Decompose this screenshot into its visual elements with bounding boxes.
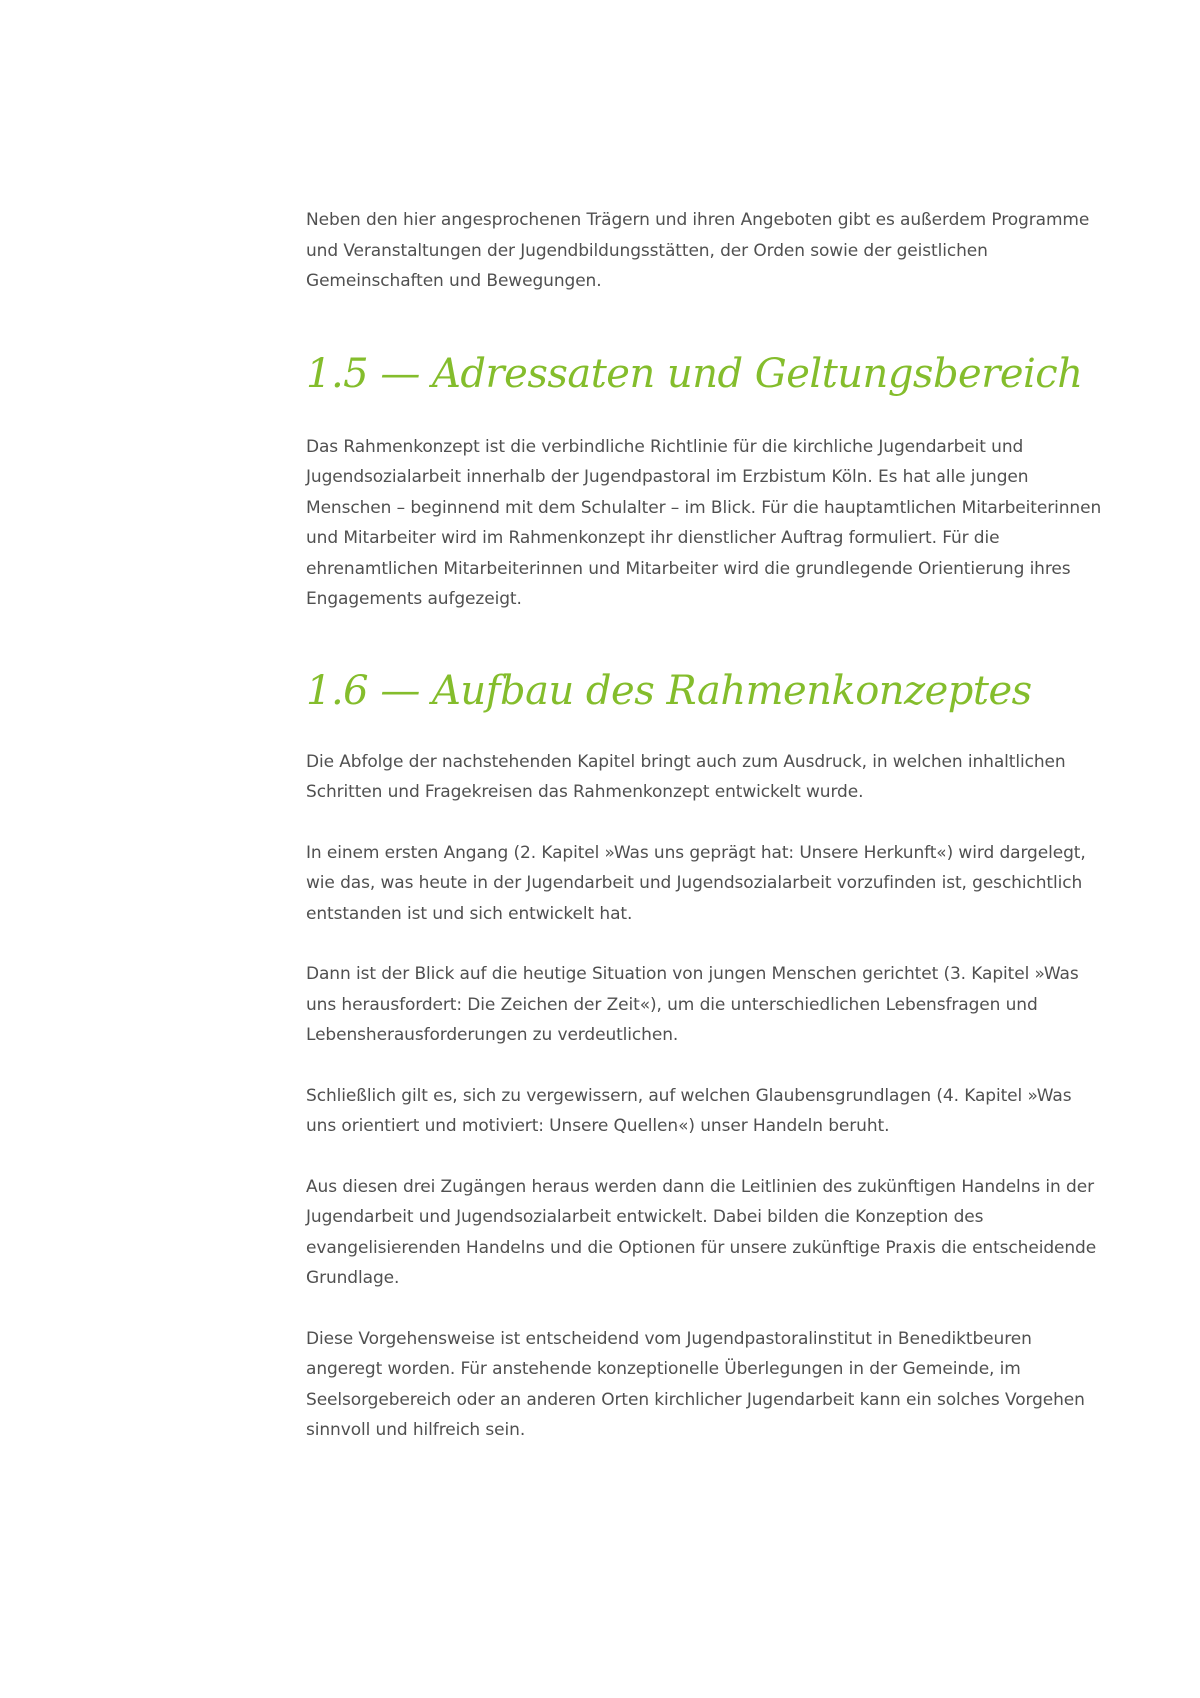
section-1-6-paragraph-1: Die Abfolge der nachstehenden Kapitel bringt auch zum Ausdruck, in welchen inhaltlichen Schritten und Fragekreisen das Rahmenkonzept entwickelt wurde.	[306, 751, 1066, 802]
section-1-6-paragraph-2: In einem ersten Angang (2. Kapitel »Was uns geprägt hat: Unsere Herkunft«) wird dargelegt, wie das, was heute in der Jugendarbeit und Jugendsozialarbeit vorzufinden ist, geschichtlich entstanden ist und sich entwickelt hat.	[306, 842, 1086, 924]
section-1-6-paragraph-3: Dann ist der Blick auf die heutige Situation von jungen Menschen gerichtet (3. Kapitel »Was uns herausfordert: Die Zeichen der Zeit«), um die unterschiedlichen Lebensfragen und Lebensherausforderungen zu verdeutlichen.	[306, 964, 1079, 1045]
section-1-6-paragraph-6: Diese Vorgehensweise ist entscheidend vom Jugendpastoralinstitut in Benediktbeuren angeregt worden. Für anstehende konzeptionelle Überlegungen in der Gemeinde, im Seelsorgebereich oder an anderen Orten kirchlicher Jugendarbeit kann ein solches Vorgehen sinnvoll und hilfreich sein.	[306, 1328, 1085, 1440]
section-heading-1-5: 1.5 — Adressaten und Geltungsbereich	[306, 350, 1083, 397]
section-heading-1-6: 1.6 — Aufbau des Rahmenkonzeptes	[306, 667, 1032, 714]
intro-paragraph: Neben den hier angesprochenen Trägern und ihren Angeboten gibt es außerdem Programme und Veranstaltungen der Jugendbildungsstätten, der Orden sowie der geistlichen Gemeinschaften und Bewegungen.	[306, 210, 1090, 291]
section-1-6-paragraph-5: Aus diesen drei Zugängen heraus werden dann die Leitlinien des zukünftigen Handelns in der Jugendarbeit und Jugendsozialarbeit entwickelt. Dabei bilden die Konzeption des evangelisierenden Handelns und die Optionen für unsere zukünftige Praxis die entscheidende Grundlage.	[306, 1176, 1097, 1288]
section-1-6-paragraph-4: Schließlich gilt es, sich zu vergewissern, auf welchen Glaubensgrundlagen (4. Kapitel »Was uns orientiert und motiviert: Unsere Quellen«) unser Handeln beruht.	[306, 1085, 1072, 1136]
page-content	[306, 205, 1106, 1446]
section-1-5-paragraph: Das Rahmenkonzept ist die verbindliche Richtlinie für die kirchliche Jugendarbeit und Jugendsozialarbeit innerhalb der Jugendpastoral im Erzbistum Köln. Es hat alle jungen Menschen – beginnend mit dem Schulalter – im Blick. Für die hauptamtlichen Mitarbeiterinnen und Mitarbeiter wird im Rahmenkonzept ihr dienstlicher Auftrag formuliert. Für die ehrenamtlichen Mitarbeiterinnen und Mitarbeiter wird die grundlegende Orientierung ihres Engagements aufgezeigt.	[306, 436, 1102, 609]
